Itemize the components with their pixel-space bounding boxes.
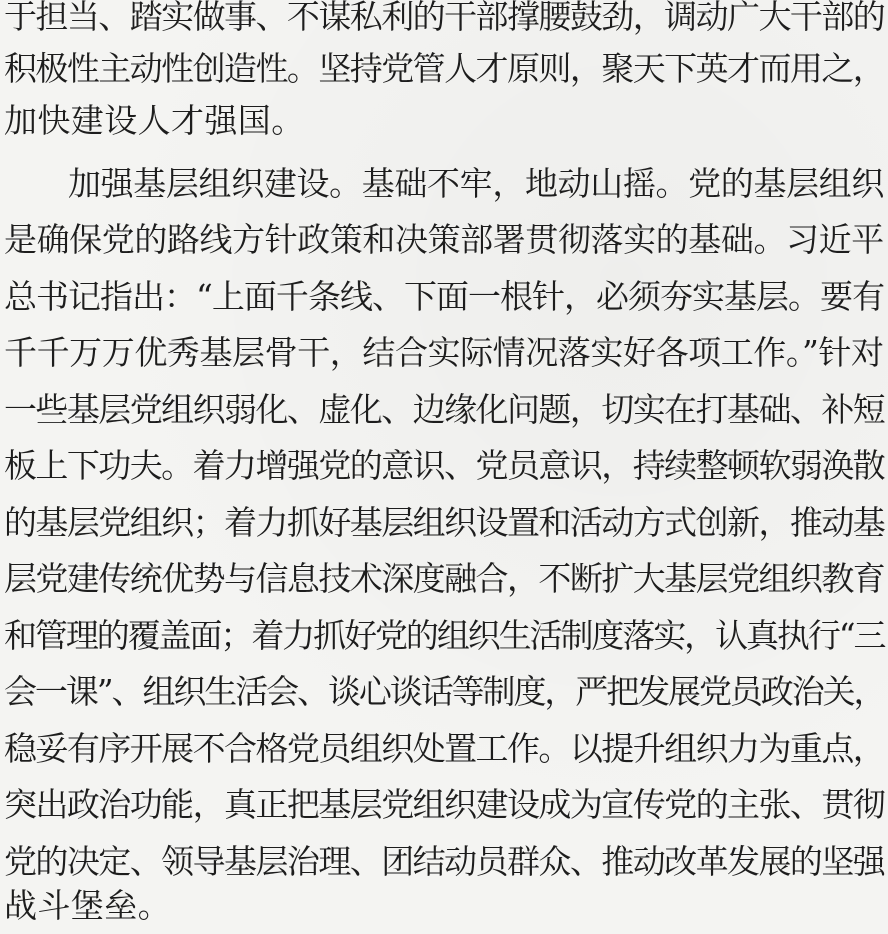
text-line: 层党建传统优势与信息技术深度融合，不断扩大基层党组织教育 [4, 559, 885, 598]
text-line: 积极性主动性创造性。坚持党管人才原则，聚天下英才而用之， [4, 49, 885, 88]
text-line: 是确保党的路线方针政策和决策部署贯彻落实的基础。习近平 [4, 220, 884, 259]
text-line: 加快建设人才强国。 [4, 101, 305, 140]
text-line: 会一课”、组织生活会、谈心谈话等制度，严把发展党员政治关， [4, 672, 885, 711]
text-line: 战斗堡垒。 [4, 886, 171, 925]
paragraph-first-line: 加强基层组织建设。基础不牢，地动山摇。党的基层组织 [68, 164, 885, 203]
text-line: 突出政治功能，真正把基层党组织建设成为宣传党的主张、贯彻 [4, 785, 885, 824]
text-line: 总书记指出：“上面千条线、下面一根针，必须夯实基层。要有 [4, 277, 885, 316]
text-line: 党的决定、领导基层治理、团结动员群众、推动改革发展的坚强 [4, 842, 885, 881]
text-line: 一些基层党组织弱化、虚化、边缘化问题，切实在打基础、补短 [4, 390, 885, 429]
text-line: 板上下功夫。着力增强党的意识、党员意识，持续整顿软弱涣散 [4, 446, 885, 485]
text-line: 稳妥有序开展不合格党员组织处置工作。以提升组织力为重点， [4, 729, 885, 768]
text-line: 于担当、踏实做事、不谋私利的干部撑腰鼓劲，调动广大干部的 [4, 0, 885, 36]
text-line: 千千万万优秀基层骨干，结合实际情况落实好各项工作。”针对 [4, 333, 884, 372]
text-line: 的基层党组织；着力抓好基层组织设置和活动方式创新，推动基 [4, 503, 885, 542]
text-line: 和管理的覆盖面；着力抓好党的组织生活制度落实，认真执行“三 [4, 616, 885, 655]
